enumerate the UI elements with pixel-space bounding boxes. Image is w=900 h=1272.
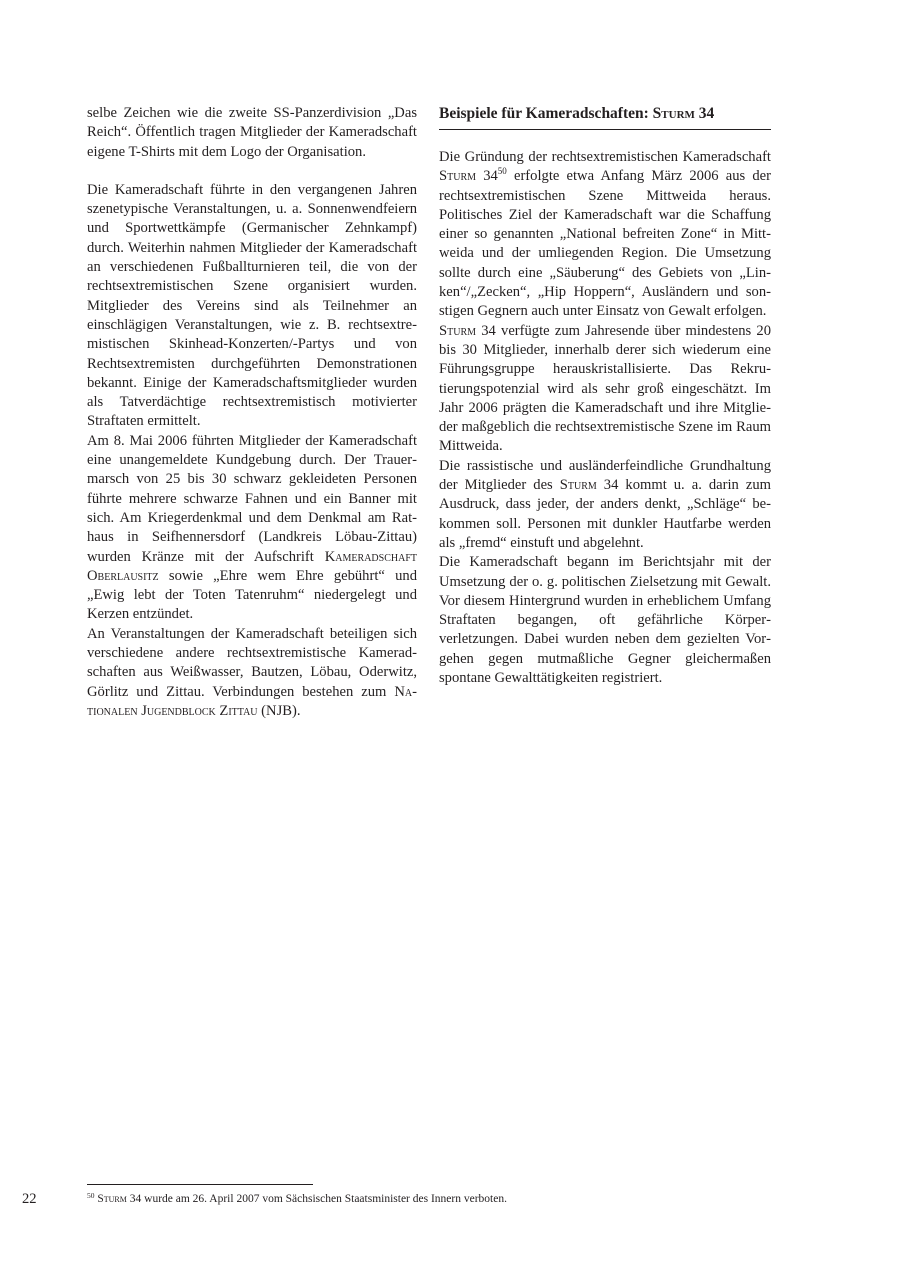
left-paragraph-2: Die Kameradschaft führte in den vergangenen Jahren szenetypische Veranstaltungen, u. a. Sonnenwendfeiern und Sportwettkämpfe (Germanischer Zehnkampf) durch. Weiterhin nahmen Mitglieder der Kameradschaft an verschiedenen Fußballturnieren teil, die von der rechtsextremistischen Szene organisiert wurden. Mitglieder des Vereins sind als Teilnehmer an einschlägigen Veranstaltungen, wie z. B. rechtsextremistischen Skinhead-Konzerten/-Partys und von Rechtsextremisten durchgeführten Demonstrationen bekannt. Einige der Kameradschaftsmitglieder wurden als Tatverdächtige rechtsextremistisch motivierter Straftaten ermittelt.: [87, 181, 417, 430]
right-paragraph-4: Die Kameradschaft begann im Berichtsjahr mit der Umsetzung der o. g. politischen Zielsetzung mit Gewalt. Vor diesem Hintergrund wurden in erheblichem Umfang Straftaten begangen, oft gefährliche Körperverletzungen. Dabei wurden neben dem gezielten Vorgehen gegen mutmaßliche Gegner gleichermaßen spontane Gewalttätigkeiten registriert.: [439, 554, 771, 687]
left-paragraph-3-text-a: Am 8. Mai 2006 führten Mitglieder der Kameradschaft eine unangemeldete Kundgebung durch. Der Trauermarsch von 25 bis 30 schwarz gekleideten Personen führte mehrere schwarze Fahnen und ein Banner mit sich. Am Kriegerdenkmal und dem Denkmal am Rathaus in Seifhennersdorf (Landkreis Löbau-Zittau) wurden Kränze mit der Aufschrift: [87, 432, 417, 565]
footnote-reference: 50: [497, 166, 507, 177]
right-paragraph-1-text-a: Die Gründung der rechtsextremistischen Kameradschaft: [439, 149, 771, 165]
right-paragraph-2-smallcaps: Sturm: [439, 322, 477, 339]
right-paragraph-3-text-b: 34 kommt u. a. darin zum Ausdruck, dass jeder, der anders denkt, „Schläge“ bekommen soll. Personen mit dunkler Hautfarbe werden als „fremd“ einstuft und abgelehnt.: [439, 477, 771, 551]
left-column: [87, 104, 417, 721]
page-number: 22: [22, 1191, 37, 1207]
heading-spacer: [439, 130, 771, 148]
right-paragraph-1: [439, 148, 771, 322]
section-heading-smallcaps: Sturm 34: [652, 105, 715, 122]
right-paragraph-2-text: 34 verfügte zum Jahresende über mindestens 20 bis 30 Mitglieder, innerhalb derer sich wiederum eine Führungsgruppe herauskristallisierte. Das Rekrutierungspotenzial wird als sehr groß eingeschätzt. Im Jahr 2006 prägten die Kameradschaft und ihre Mitglieder maßgeblich die rechtsextremistische Szene im Raum Mittweida.: [439, 322, 771, 455]
right-paragraph-1-text-c: erfolgte etwa Anfang März 2006 aus der rechtsextremistischen Szene Mittweida heraus. Politisches Ziel der Kameradschaft war die Schaffung einer so genannten „National befreiten Zone“ in Mittweida und der umliegenden Region. Die Umsetzung sollte durch eine „Säuberung“ des Gebiets von „Linken“/„Zecken“, „Hip Hoppern“, Ausländern und sonstigen Gegnern auch unter Einsatz von Gewalt erfolgen.: [439, 168, 771, 320]
right-paragraph-1-text-b: 34: [476, 168, 498, 185]
left-paragraph-4-text-a: An Veranstaltungen der Kameradschaft beteiligen sich verschiedene andere rechtsextremistische Kameradschaften aus Weißwasser, Bautzen, Löbau, Oderwitz, Görlitz und Zittau. Verbindungen bestehen zum: [87, 625, 417, 700]
footnote-number: 50: [87, 1191, 95, 1200]
right-paragraph-3-smallcaps: Sturm: [559, 477, 597, 494]
right-paragraph-1-smallcaps: Sturm: [439, 168, 477, 185]
footnote-text: 34 wurde am 26. April 2007 vom Sächsischen Staatsminister des Innern verboten.: [126, 1193, 507, 1205]
left-paragraph-1: selbe Zeichen wie die zweite SS-Panzerdivision „Das Reich“. Öffentlich tragen Mitglieder der Kameradschaft eigene T-Shirts mit dem Logo der Organisation.: [87, 105, 417, 160]
right-paragraph-3-text-a: Die rassistische und ausländerfeindliche Grundhaltung der Mitglieder des: [439, 457, 771, 494]
section-heading-text: Beispiele für Kameradschaften:: [439, 105, 653, 122]
left-paragraph-3-text-b: sowie „Ehre wem Ehre gebührt“ und „Ewig lebt der Toten Tatenruhm“ niedergelegt und Kerzen entzündet.: [87, 567, 417, 623]
footnote-smallcaps: Sturm: [97, 1193, 127, 1205]
left-paragraph-3: [87, 432, 417, 625]
left-paragraph-3-smallcaps: Kameradschaft Oberlausitz: [87, 548, 417, 584]
left-paragraph-4-smallcaps: Nationalen Jugendblock Zittau: [87, 683, 417, 719]
footnote-divider: [87, 1184, 313, 1185]
left-paragraph-4: [87, 625, 417, 721]
section-heading: [439, 104, 771, 130]
footnote: [87, 1192, 777, 1206]
right-paragraph-3: [439, 457, 771, 553]
left-paragraph-4-text-b: (NJB).: [257, 702, 301, 719]
right-paragraph-2: [439, 322, 771, 457]
right-column: [439, 104, 771, 688]
